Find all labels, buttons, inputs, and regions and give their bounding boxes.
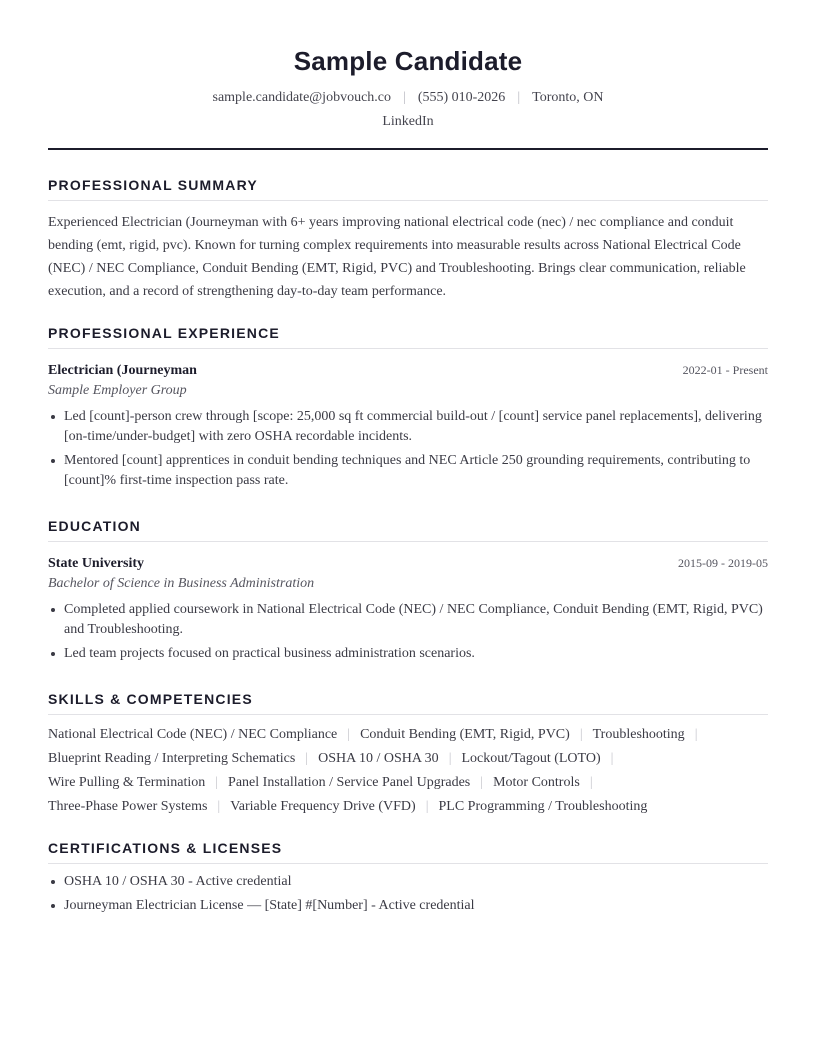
list-item: Led team projects focused on practical business administration scenarios. [64,644,768,664]
skill-item: National Electrical Code (NEC) / NEC Compliance [48,727,338,742]
contact-line [48,89,768,107]
skill-item: Troubleshooting [592,727,685,742]
job-bullets [48,407,768,491]
degree-name: Bachelor of Science in Business Administration [48,576,315,591]
email-link[interactable]: sample.candidate@jobvouch.co [212,90,391,105]
list-item: Completed applied coursework in National Electrical Code (NEC) / NEC Compliance, Conduit Bending (EMT, Rigid, PVC) and Troubleshooting. [64,600,768,640]
skill-item: Three-Phase Power Systems [48,799,208,814]
skill-item: Motor Controls [493,775,580,790]
summary-section [48,176,768,303]
employer-name: Sample Employer Group [48,383,187,398]
skill-item: OSHA 10 / OSHA 30 [318,751,439,766]
skills-row [48,771,768,795]
skill-separator: | [215,775,219,790]
job-dates: 2022-01 - Present [682,363,768,377]
certifications-section [48,839,768,920]
header-divider [48,148,768,150]
skill-separator: | [610,751,614,766]
skill-item: Blueprint Reading / Interpreting Schematics [48,751,296,766]
skill-separator: | [217,799,221,814]
section-title: CERTIFICATIONS & LICENSES [48,839,768,864]
linkedin-link[interactable]: LinkedIn [382,114,434,129]
section-title: PROFESSIONAL SUMMARY [48,176,768,201]
skills-row [48,795,768,819]
section-title: EDUCATION [48,517,768,542]
school-name: State University [48,556,145,571]
summary-text: Experienced Electrician (Journeyman with 6+ years improving national electrical code (nec) / nec compliance and conduit bending (emt, rigid, pvc). Known for turning complex requirements into measurable results across National Electrical Code (NEC) / NEC Compliance, Conduit Bending (EMT, Rigid, PVC) and Troubleshooting. Brings clear communication, reliable execution, and a record of strengthening day-to-day team performance. [48,215,746,299]
skill-separator: | [579,727,583,742]
skill-item: PLC Programming / Troubleshooting [438,799,648,814]
education-entry [48,554,768,664]
skill-separator: | [448,751,452,766]
education-bullets [48,600,768,664]
skills-list [48,723,768,819]
list-item: Led [count]-person crew through [scope: 25,000 sq ft commercial build-out / [count] service panel replacements], delivering [on-time/under-budget] with zero OSHA recordable incidents. [64,407,768,447]
skill-separator: | [347,727,351,742]
education-dates: 2015-09 - 2019-05 [678,556,768,570]
experience-section [48,324,768,495]
skill-separator: | [425,799,429,814]
entry-header [48,361,768,381]
experience-entry [48,361,768,491]
candidate-name: Sample Candidate [293,46,523,76]
list-item: Mentored [count] apprentices in conduit bending techniques and NEC Article 250 grounding requirements, contributing to [count]% first-time inspection pass rate. [64,451,768,491]
list-item: OSHA 10 / OSHA 30 - Active credential [64,872,768,892]
skill-separator: | [480,775,484,790]
skill-separator: | [305,751,309,766]
contact-separator: | [403,90,406,105]
job-title: Electrician (Journeyman [48,363,197,378]
skill-item: Conduit Bending (EMT, Rigid, PVC) [360,727,570,742]
section-title: SKILLS & COMPETENCIES [48,690,768,715]
contact-separator: | [517,90,521,105]
skills-row [48,723,768,747]
skills-section [48,690,768,819]
section-title: PROFESSIONAL EXPERIENCE [48,324,768,349]
skill-separator: | [589,775,593,790]
education-section [48,517,768,668]
entry-header [48,554,768,574]
skill-separator: | [694,727,698,742]
certifications-list [48,872,768,916]
phone-number: (555) 010-2026 [417,90,506,105]
skills-row [48,747,768,771]
skill-item: Variable Frequency Drive (VFD) [230,799,416,814]
skill-item: Lockout/Tagout (LOTO) [461,751,601,766]
location: Toronto, ON [532,90,604,105]
skill-item: Panel Installation / Service Panel Upgrades [228,775,471,790]
skill-item: Wire Pulling & Termination [48,775,206,790]
contact-line-2 [48,113,768,131]
list-item: Journeyman Electrician License — [State] #[Number] - Active credential [64,896,768,916]
